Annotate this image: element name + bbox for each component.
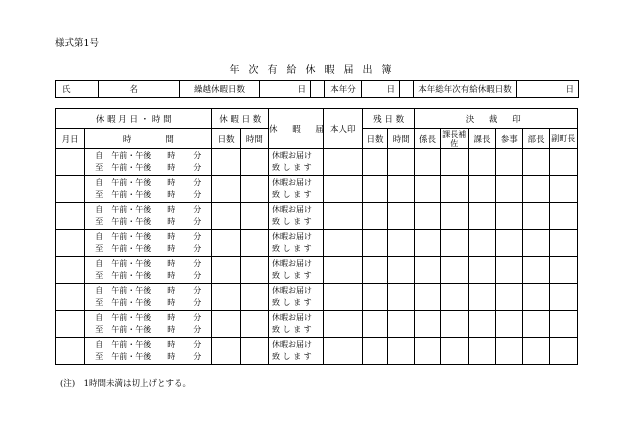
- remaining-days-cell[interactable]: [362, 203, 387, 230]
- deputy-mayor-stamp-cell[interactable]: [549, 230, 577, 257]
- director-stamp-cell[interactable]: [523, 311, 549, 338]
- days-cell[interactable]: [212, 149, 240, 176]
- chief-stamp-cell[interactable]: [415, 257, 440, 284]
- days-cell[interactable]: [212, 311, 240, 338]
- chief-stamp-cell[interactable]: [415, 176, 440, 203]
- time-range-cell[interactable]: 自 午前・午後 時 分 至 午前・午後 時 分: [85, 176, 212, 203]
- carryover-field[interactable]: 日: [260, 81, 311, 98]
- counselor-stamp-cell[interactable]: [496, 230, 523, 257]
- assistant-manager-stamp-cell[interactable]: [440, 203, 468, 230]
- notice-cell: 休暇お届け 致 し ま す: [269, 149, 324, 176]
- days-cell[interactable]: [212, 203, 240, 230]
- director-stamp-cell[interactable]: [523, 338, 549, 365]
- manager-stamp-cell[interactable]: [468, 338, 495, 365]
- total-leave-label: 本年総年次有給休暇日数: [414, 81, 517, 98]
- time-range-cell[interactable]: 自 午前・午後 時 分 至 午前・午後 時 分: [85, 230, 212, 257]
- leave-row: [56, 176, 578, 203]
- month-day-cell[interactable]: [56, 311, 85, 338]
- remaining-hours-cell[interactable]: [388, 149, 415, 176]
- director-stamp-cell[interactable]: [523, 230, 549, 257]
- manager-stamp-cell[interactable]: [468, 257, 495, 284]
- name-label: 氏 名: [56, 81, 99, 98]
- deputy-mayor-stamp-cell[interactable]: [549, 257, 577, 284]
- time-range-cell[interactable]: 自 午前・午後 時 分 至 午前・午後 時 分: [85, 338, 212, 365]
- leave-notice-header: 休 暇 届: [269, 109, 324, 149]
- hours-cell[interactable]: [240, 149, 268, 176]
- assistant-manager-stamp-cell[interactable]: [440, 338, 468, 365]
- manager-stamp-cell[interactable]: [468, 284, 495, 311]
- chief-stamp-cell[interactable]: [415, 149, 440, 176]
- leave-row: [56, 338, 578, 365]
- manager-header: 課長: [468, 129, 495, 149]
- deputy-mayor-stamp-cell[interactable]: [549, 203, 577, 230]
- assistant-manager-stamp-cell[interactable]: [440, 311, 468, 338]
- leave-row: [56, 230, 578, 257]
- total-leave-field[interactable]: 日: [517, 81, 579, 98]
- notice-cell: 休暇お届け 致 し ま す: [269, 176, 324, 203]
- assistant-manager-stamp-cell[interactable]: [440, 257, 468, 284]
- remaining-days-cell[interactable]: [362, 149, 387, 176]
- time-range-cell[interactable]: 自 午前・午後 時 分 至 午前・午後 時 分: [85, 311, 212, 338]
- counselor-stamp-cell[interactable]: [496, 311, 523, 338]
- hours-cell[interactable]: [240, 338, 268, 365]
- hours-cell[interactable]: [240, 284, 268, 311]
- time-range-cell[interactable]: 自 午前・午後 時 分 至 午前・午後 時 分: [85, 203, 212, 230]
- hours-cell[interactable]: [240, 311, 268, 338]
- current-year-field[interactable]: 日: [362, 81, 400, 98]
- deputy-mayor-stamp-cell[interactable]: [549, 338, 577, 365]
- remaining-days-cell[interactable]: [362, 338, 387, 365]
- time-range-cell[interactable]: 自 午前・午後 時 分 至 午前・午後 時 分: [85, 284, 212, 311]
- counselor-header: 参事: [496, 129, 523, 149]
- deputy-mayor-stamp-cell[interactable]: [549, 284, 577, 311]
- days-cell[interactable]: [212, 284, 240, 311]
- counselor-stamp-cell[interactable]: [496, 284, 523, 311]
- manager-stamp-cell[interactable]: [468, 176, 495, 203]
- days-cell[interactable]: [212, 257, 240, 284]
- month-day-cell[interactable]: [56, 284, 85, 311]
- stamp-cell[interactable]: [323, 230, 362, 257]
- month-day-cell[interactable]: [56, 203, 85, 230]
- notice-cell: 休暇お届け 致 し ま す: [269, 311, 324, 338]
- month-day-cell[interactable]: [56, 257, 85, 284]
- time-range-cell[interactable]: 自 午前・午後 時 分 至 午前・午後 時 分: [85, 149, 212, 176]
- hours-header: 時間: [240, 129, 268, 149]
- assistant-manager-header: 課長補佐: [440, 129, 468, 149]
- footnote: (注) 1時間未満は切上げとする。: [60, 379, 192, 389]
- assistant-manager-stamp-cell[interactable]: [440, 230, 468, 257]
- remaining-hours-cell[interactable]: [388, 338, 415, 365]
- director-stamp-cell[interactable]: [523, 176, 549, 203]
- remaining-days-header: 残 日 数: [362, 109, 414, 129]
- hours-cell[interactable]: [240, 176, 268, 203]
- leave-row: [56, 311, 578, 338]
- deputy-mayor-header: 副町長: [549, 129, 577, 149]
- stamp-header: 本人印: [323, 109, 362, 149]
- days-header: 日数: [212, 129, 240, 149]
- leave-register-table: [55, 108, 578, 365]
- director-stamp-cell[interactable]: [523, 149, 549, 176]
- days-cell[interactable]: [212, 338, 240, 365]
- month-day-cell[interactable]: [56, 230, 85, 257]
- month-day-header: 月日: [56, 129, 85, 149]
- carryover-label: 繰越休暇日数: [180, 81, 260, 98]
- leave-row: [56, 257, 578, 284]
- notice-cell: 休暇お届け 致 し ま す: [269, 284, 324, 311]
- deputy-mayor-stamp-cell[interactable]: [549, 176, 577, 203]
- leave-row: [56, 284, 578, 311]
- notice-cell: 休暇お届け 致 し ま す: [269, 338, 324, 365]
- director-stamp-cell[interactable]: [523, 284, 549, 311]
- deputy-mayor-stamp-cell[interactable]: [549, 149, 577, 176]
- remaining-hours-cell[interactable]: [388, 311, 415, 338]
- days-cell[interactable]: [212, 230, 240, 257]
- assistant-manager-stamp-cell[interactable]: [440, 284, 468, 311]
- month-day-cell[interactable]: [56, 176, 85, 203]
- stamp-cell[interactable]: [323, 203, 362, 230]
- remaining-hours-subheader: 時間: [388, 129, 415, 149]
- form-number: 様式第1号: [55, 38, 100, 49]
- notice-cell: 休暇お届け 致 し ま す: [269, 203, 324, 230]
- remaining-hours-cell[interactable]: [388, 176, 415, 203]
- chief-stamp-cell[interactable]: [415, 230, 440, 257]
- stamp-cell[interactable]: [323, 176, 362, 203]
- director-header: 部長: [523, 129, 549, 149]
- remaining-days-cell[interactable]: [362, 284, 387, 311]
- stamp-cell[interactable]: [323, 149, 362, 176]
- leave-datetime-header: 休 暇 月 日 ・ 時 間: [56, 109, 212, 129]
- hours-cell[interactable]: [240, 257, 268, 284]
- director-stamp-cell[interactable]: [523, 257, 549, 284]
- leave-row: [56, 149, 578, 176]
- remaining-days-cell[interactable]: [362, 257, 387, 284]
- counselor-stamp-cell[interactable]: [496, 149, 523, 176]
- current-year-label: 本年分: [325, 81, 362, 98]
- stamp-cell[interactable]: [323, 257, 362, 284]
- document-title: 年次有給休暇届出簿: [229, 65, 401, 76]
- notice-cell: 休暇お届け 致 し ま す: [269, 257, 324, 284]
- counselor-stamp-cell[interactable]: [496, 257, 523, 284]
- month-day-cell[interactable]: [56, 338, 85, 365]
- remaining-days-cell[interactable]: [362, 230, 387, 257]
- stamp-cell[interactable]: [323, 284, 362, 311]
- assistant-manager-stamp-cell[interactable]: [440, 176, 468, 203]
- notice-cell: 休暇お届け 致 し ま す: [269, 230, 324, 257]
- manager-stamp-cell[interactable]: [468, 230, 495, 257]
- counselor-stamp-cell[interactable]: [496, 176, 523, 203]
- hours-cell[interactable]: [240, 230, 268, 257]
- chief-stamp-cell[interactable]: [415, 338, 440, 365]
- remaining-days-cell[interactable]: [362, 176, 387, 203]
- leave-row: [56, 203, 578, 230]
- chief-stamp-cell[interactable]: [415, 311, 440, 338]
- hours-cell[interactable]: [240, 203, 268, 230]
- director-stamp-cell[interactable]: [523, 203, 549, 230]
- time-range-cell[interactable]: 自 午前・午後 時 分 至 午前・午後 時 分: [85, 257, 212, 284]
- manager-stamp-cell[interactable]: [468, 203, 495, 230]
- chief-stamp-cell[interactable]: [415, 203, 440, 230]
- month-day-cell[interactable]: [56, 149, 85, 176]
- remaining-hours-cell[interactable]: [388, 257, 415, 284]
- manager-stamp-cell[interactable]: [468, 149, 495, 176]
- remaining-hours-cell[interactable]: [388, 230, 415, 257]
- deputy-mayor-stamp-cell[interactable]: [549, 311, 577, 338]
- days-cell[interactable]: [212, 176, 240, 203]
- remaining-hours-cell[interactable]: [388, 203, 415, 230]
- header-table: [55, 80, 579, 98]
- stamp-cell[interactable]: [323, 338, 362, 365]
- counselor-stamp-cell[interactable]: [496, 203, 523, 230]
- time-header: 時 間: [85, 129, 212, 149]
- stamp-cell[interactable]: [323, 311, 362, 338]
- approval-header: 決 裁 印: [415, 109, 578, 129]
- remaining-days-cell[interactable]: [362, 311, 387, 338]
- chief-stamp-cell[interactable]: [415, 284, 440, 311]
- manager-stamp-cell[interactable]: [468, 311, 495, 338]
- remaining-days-subheader: 日数: [362, 129, 387, 149]
- leave-days-header: 休 暇 日 数: [212, 109, 269, 129]
- remaining-hours-cell[interactable]: [388, 284, 415, 311]
- chief-header: 係長: [415, 129, 440, 149]
- assistant-manager-stamp-cell[interactable]: [440, 149, 468, 176]
- counselor-stamp-cell[interactable]: [496, 338, 523, 365]
